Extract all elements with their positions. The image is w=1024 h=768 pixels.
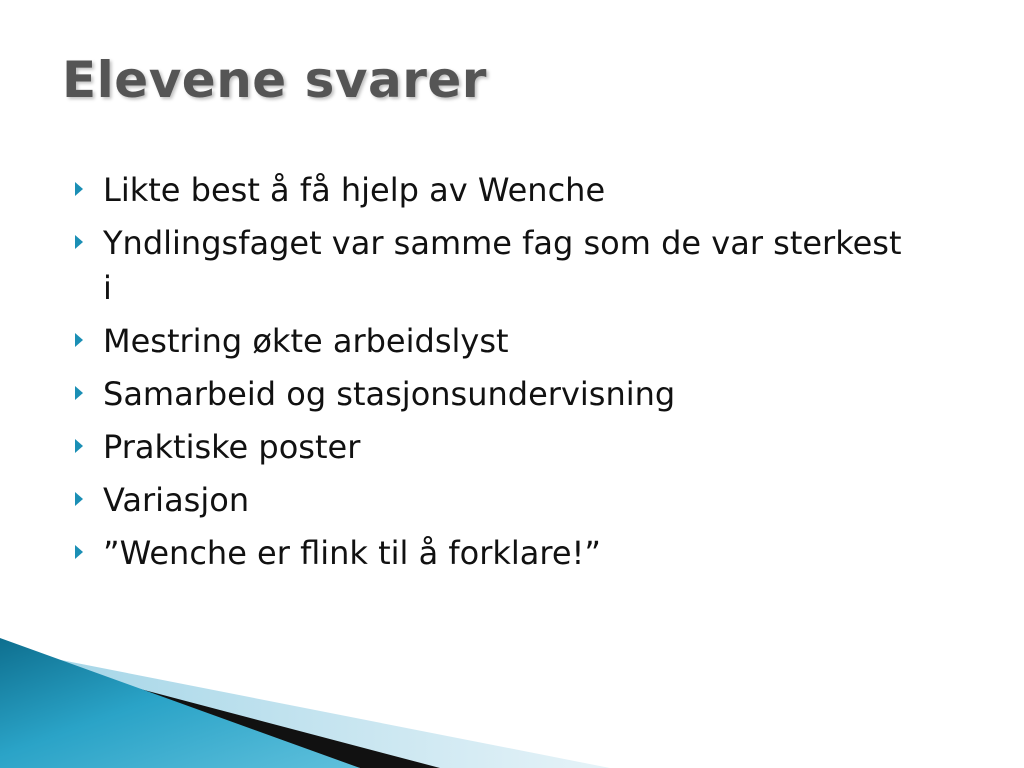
bullet-arrow-icon [75, 545, 83, 559]
bullet-text: Yndlingsfaget var samme fag som de var sterkest i [103, 224, 902, 307]
teal-swoosh-band [0, 638, 360, 768]
bullet-text: Variasjon [103, 481, 250, 519]
bullet-arrow-icon [75, 235, 83, 249]
bullet-item [72, 531, 902, 576]
bullet-text: Samarbeid og stasjonsundervisning [103, 375, 676, 413]
bullet-item [72, 372, 902, 417]
bullet-text: Likte best å få hjelp av Wenche [103, 171, 606, 209]
bullet-list [72, 168, 902, 584]
bullet-arrow-icon [75, 333, 83, 347]
bullet-item [72, 319, 902, 364]
bullet-text: ”Wenche er flink til å forklare!” [103, 534, 601, 572]
bullet-item [72, 478, 902, 523]
bullet-item [72, 168, 902, 213]
corner-swoosh-decoration [0, 638, 1024, 768]
bullet-arrow-icon [75, 182, 83, 196]
slide-title: Elevene svarer [62, 51, 487, 109]
bullet-text: Praktiske poster [103, 428, 361, 466]
bullet-item [72, 425, 902, 470]
bullet-text: Mestring økte arbeidslyst [103, 322, 509, 360]
bullet-arrow-icon [75, 492, 83, 506]
bullet-item [72, 221, 902, 311]
bullet-arrow-icon [75, 386, 83, 400]
bullet-arrow-icon [75, 439, 83, 453]
